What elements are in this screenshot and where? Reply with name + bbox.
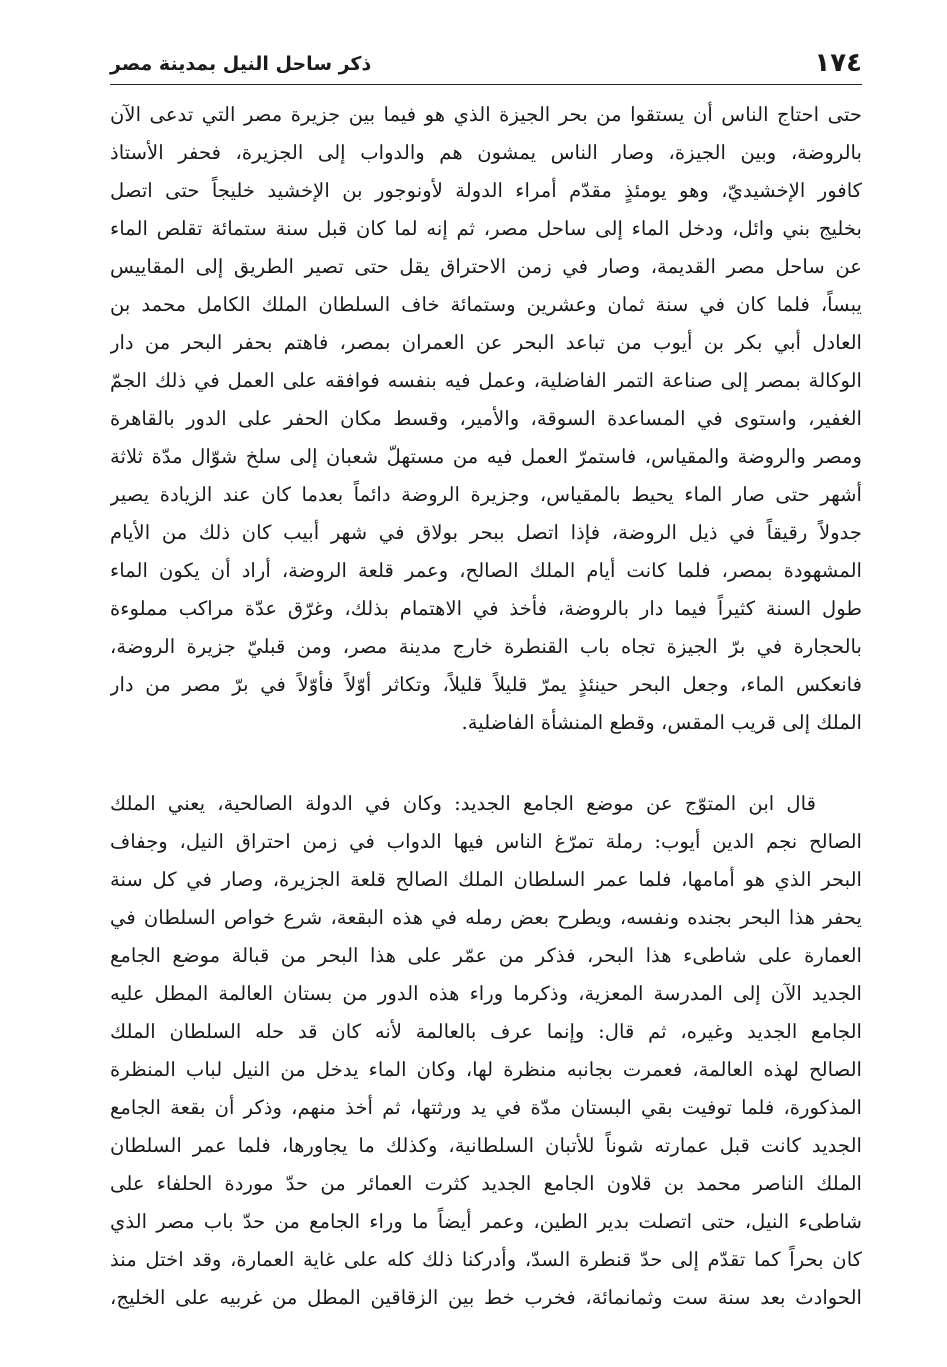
text-line: المذكورة، فلما توفيت بقي البستان مدّة في يد ورثتها، ثم أخذ منهم، وذكر أن بقعة الجامع — [110, 1096, 862, 1119]
text-line: ومصر والروضة والمقياس، فاستمرّ العمل فيه من مستهلّ شعبان إلى سلخ شوّال مدّة ثلاثة — [110, 445, 862, 468]
text-line: العمارة على شاطىء هذا البحر، فذكر من عمّر على هذا البحر من قبالة موضع الجامع — [110, 944, 862, 967]
text-line: حتى احتاج الناس أن يستقوا من بحر الجيزة الذي هو فيما بين جزيرة مصر التي تدعى الآن — [110, 103, 862, 126]
text-line: الحوادث بعد سنة ست وثمانمائة، فخرب خط بين الزقاقين المطل من غربيه على الخليج، — [110, 1286, 862, 1309]
text-line: البحر الذي هو أمامها، فلما عمر السلطان الملك الصالح قلعة الجزيرة، وصار في كل سنة — [110, 868, 862, 891]
text-line: الملك الناصر محمد بن قلاون الجامع الجديد كثرت العمائر من حدّ موردة الحلفاء على — [110, 1172, 862, 1195]
text-line: الغفير، واستوى في المساعدة السوقة، والأمير، وقسط مكان الحفر على الدور بالقاهرة — [110, 407, 862, 430]
text-line: أشهر حتى صار الماء يحيط بالمقياس، وجزيرة الروضة دائماً بعدما كان عند الزيادة يصير — [110, 483, 862, 506]
text-line: بالروضة، وبين الجيزة، وصار الناس يمشون هم والدواب إلى الجزيرة، فحفر الأستاذ — [110, 141, 862, 164]
text-line: كافور الإخشيديّ، وهو يومئذٍ مقدّم أمراء الدولة لأونوجور بن الإخشيد خليجاً حتى اتصل — [110, 179, 862, 202]
paragraph-2 — [110, 785, 862, 1317]
text-line: عن ساحل مصر القديمة، وصار في زمن الاحتراق يقل حتى تصير الطريق إلى المقاييس — [110, 255, 862, 278]
page-number: ١٧٤ — [814, 48, 862, 78]
text-line: الجديد الآن إلى المدرسة المعزية، وذكرما وراء هذه الدور من بستان العالمة المطل عليه — [110, 982, 862, 1005]
text-line: بالحجارة في برّ الجيزة تجاه باب القنطرة خارج مدينة مصر، ومن قبليّ جزيرة الروضة، — [110, 635, 862, 658]
running-title: ذكر ساحل النيل بمدينة مصر — [110, 53, 372, 75]
header-rule — [110, 84, 862, 85]
text-line: الملك إلى قريب المقس، وقطع المنشأة الفاضلية. — [461, 711, 862, 734]
text-line: كان بحراً كما تقدّم إلى حدّ قنطرة السدّ، وأدركنا ذلك كله على غاية العمارة، وقد اختل منذ — [110, 1248, 862, 1271]
text-line: الوكالة بمصر إلى صناعة التمر الفاضلية، وعمل فيه بنفسه فوافقه على العمل في ذلك الجمّ — [110, 369, 862, 392]
text-line: الجامع الجديد وغيره، ثم قال: وإنما عرف بالعالمة لأنه كان قد حله السلطان الملك — [110, 1020, 862, 1043]
text-line: جدولاً رقيقاً في ذيل الروضة، فإذا اتصل ببحر بولاق في شهر أبيب كان ذلك من الأيام — [110, 521, 862, 544]
text-line: الصالح نجم الدين أيوب: رملة تمرّغ الناس فيها الدواب في زمن احتراق النيل، وجفاف — [110, 830, 862, 853]
text-line: شاطىء النيل، حتى اتصلت بدير الطين، وعمر أيضاً ما وراء الجامع من حدّ باب مصر الذي — [110, 1210, 862, 1233]
text-line: الجديد كانت قبل عمارته شوناً للأتبان السلطانية، وكذلك ما يجاورها، فلما عمر السلطان — [110, 1134, 862, 1157]
paragraph-1 — [110, 96, 862, 742]
page-header — [110, 38, 862, 78]
text-line: طول السنة كثيراً فيما دار بالروضة، فأخذ في الاهتمام بذلك، وغرّق عدّة مراكب مملوءة — [110, 597, 862, 620]
text-line: المشهودة بمصر، فلما كانت أيام الملك الصالح، وعمر قلعة الروضة، أراد أن يكون الماء — [110, 559, 862, 582]
text-line: يحفر هذا البحر بجنده ونفسه، ويطرح بعض رمله في هذه البقعة، شرع خواص السلطان في — [110, 906, 862, 929]
text-line: العادل أبي بكر بن أيوب من تباعد البحر عن العمران بمصر، فاهتم بحفر البحر من دار — [110, 331, 862, 354]
text-line: الصالح لهذه العالمة، فعمرت بجانبه منظرة لها، وكان الماء يدخل من النيل لباب المنظرة — [110, 1058, 862, 1081]
text-line: يبساً، فلما كان في سنة ثمان وعشرين وستمائة خاف السلطان الملك الكامل محمد بن — [110, 293, 862, 316]
text-line: فانعكس الماء، وجعل البحر حينئذٍ يمرّ قليلاً قليلاً، وتكاثر أوّلاً فأوّلاً في برّ مصر من دار — [110, 673, 862, 696]
text-line: قال ابن المتوّج عن موضع الجامع الجديد: وكان في الدولة الصالحية، يعني الملك — [110, 792, 816, 815]
text-line: بخليج بني وائل، ودخل الماء إلى ساحل مصر، ثم إنه لما كان قبل سنة ستمائة تقلص الماء — [110, 217, 862, 240]
